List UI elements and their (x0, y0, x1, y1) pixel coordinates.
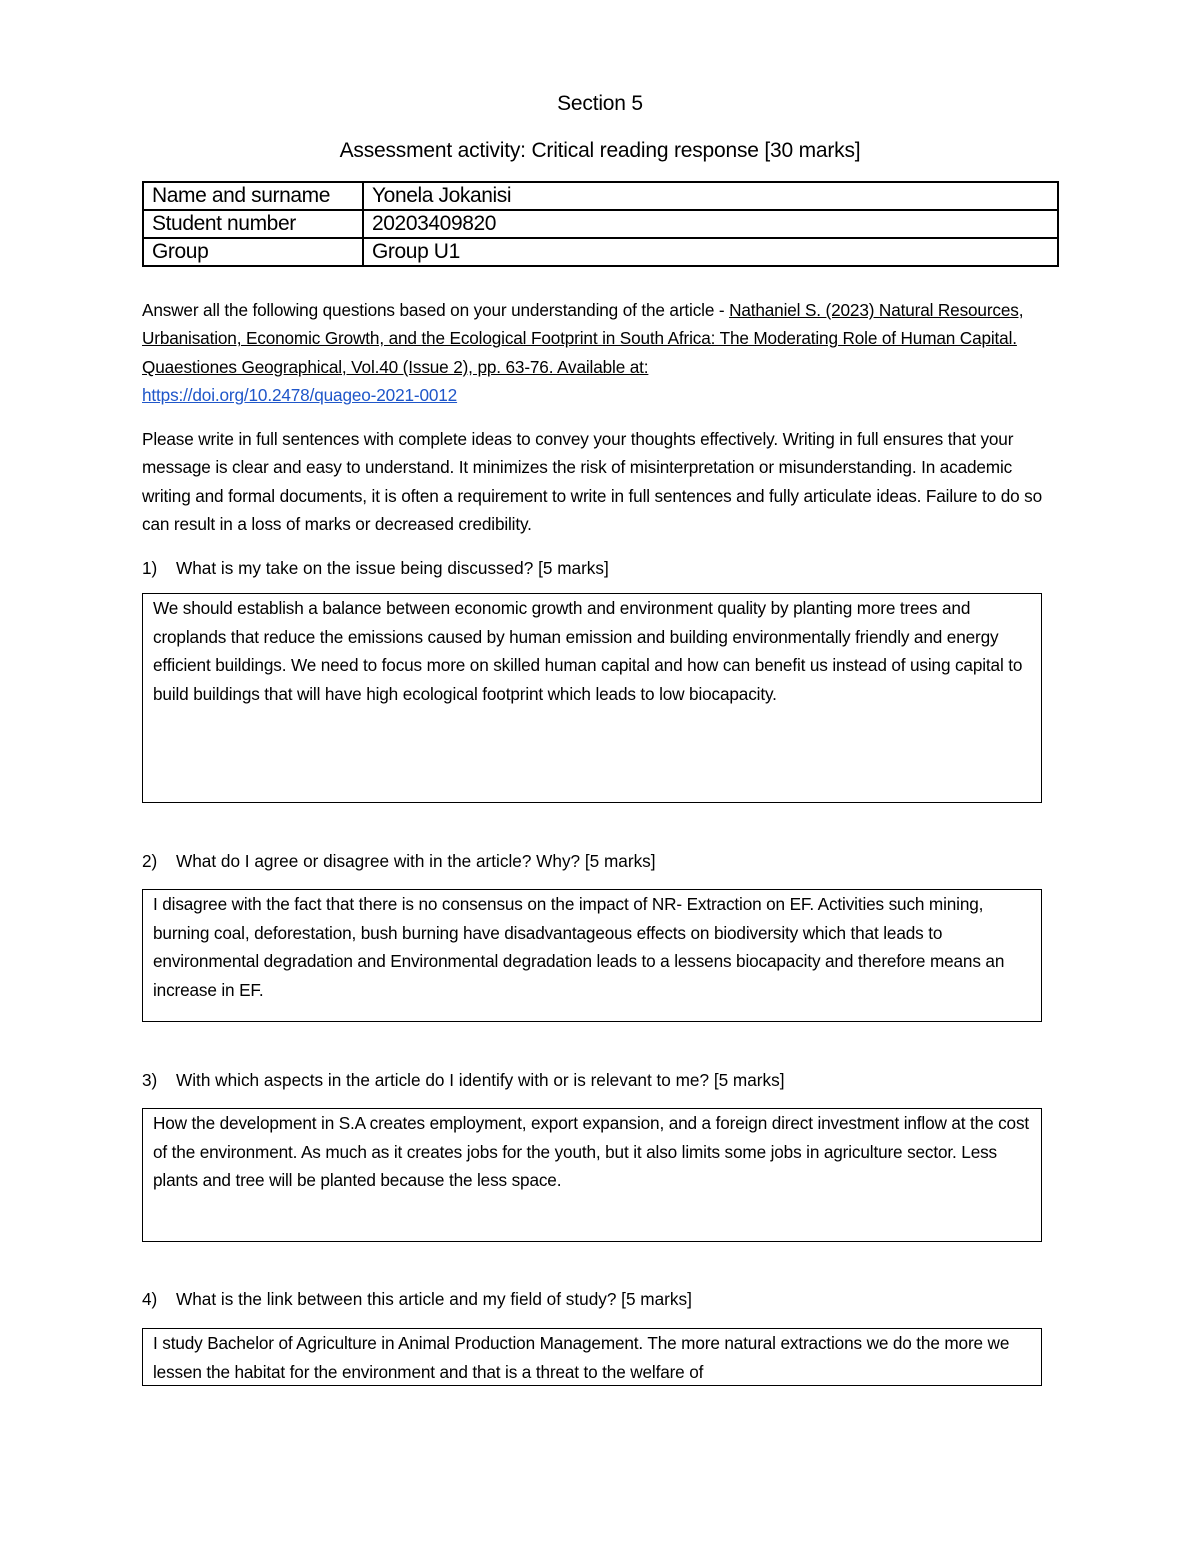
question-number: 4) (142, 1289, 158, 1309)
article-doi-link[interactable]: https://doi.org/10.2478/quageo-2021-0012 (142, 385, 458, 406)
activity-title: Assessment activity: Critical reading response [30 marks] (339, 139, 861, 162)
table-row (143, 182, 1058, 210)
group-value: Group U1 (363, 238, 1058, 266)
group-label: Group (143, 238, 363, 266)
table-row (143, 238, 1058, 266)
instructions-paragraph: Please write in full sentences with complete ideas to convey your thoughts effectively. Writing in full ensures that your message is clear and easy to understand. It minimizes the risk of misinterpretation or misunderstanding. In academic writing and formal documents, it is often a requirement to write in full sentences and fully articulate ideas. Failure to do so can result in a loss of marks or decreased credibility. (142, 429, 1042, 535)
question-2 (142, 848, 656, 874)
table-row (143, 210, 1058, 238)
question-1 (142, 555, 609, 581)
student-info-table (142, 181, 1059, 267)
question-text: With which aspects in the article do I identify with or is relevant to me? [5 marks] (176, 1070, 785, 1090)
section-title: Section 5 (557, 92, 643, 115)
question-text: What is my take on the issue being discussed? [5 marks] (176, 558, 609, 578)
question-text: What do I agree or disagree with in the article? Why? [5 marks] (176, 851, 656, 871)
answer-box-1[interactable]: We should establish a balance between economic growth and environment quality by planting more trees and croplands that reduce the emissions caused by human emission and building environmentally friendly and energy efficient buildings. We need to focus more on skilled human capital and how can benefit us instead of using capital to build buildings that will have high ecological footprint which leads to low biocapacity. (142, 593, 1042, 803)
student-number-label: Student number (143, 210, 363, 238)
question-number: 2) (142, 851, 158, 871)
answer-box-3[interactable]: How the development in S.A creates employment, export expansion, and a foreign direct investment inflow at the cost of the environment. As much as it creates jobs for the youth, but it also limits some jobs in agriculture sector. Less plants and tree will be planted because the less space. (142, 1108, 1042, 1242)
intro-paragraph (142, 296, 1062, 410)
answer-box-2[interactable]: I disagree with the fact that there is no consensus on the impact of NR- Extraction on EF. Activities such mining, burning coal, deforestation, bush burning have disadvantageous effects on biodiversity which that leads to environmental degradation and Environmental degradation leads to a lessens biocapacity and therefore means an increase in EF. (142, 889, 1042, 1022)
student-number-value: 20203409820 (363, 210, 1058, 238)
question-3 (142, 1067, 785, 1093)
question-text: What is the link between this article and my field of study? [5 marks] (176, 1289, 692, 1309)
question-number: 3) (142, 1070, 158, 1090)
article-citation: Nathaniel S. (2023) Natural Resources, Urbanisation, Economic Growth, and the Ecological Footprint in South Africa: The Moderating Role of Human Capital. Quaestiones Geographical, Vol.40 (Issue 2), pp. 63-76. Available at: (142, 300, 1024, 377)
intro-lead: Answer all the following questions based on your understanding of the article - (142, 300, 730, 320)
question-4 (142, 1286, 692, 1312)
name-label: Name and surname (143, 182, 363, 210)
answer-box-4[interactable]: I study Bachelor of Agriculture in Animal Production Management. The more natural extractions we do the more we lessen the habitat for the environment and that is a threat to the welfare of (142, 1328, 1042, 1386)
question-number: 1) (142, 558, 158, 578)
name-value: Yonela Jokanisi (363, 182, 1058, 210)
